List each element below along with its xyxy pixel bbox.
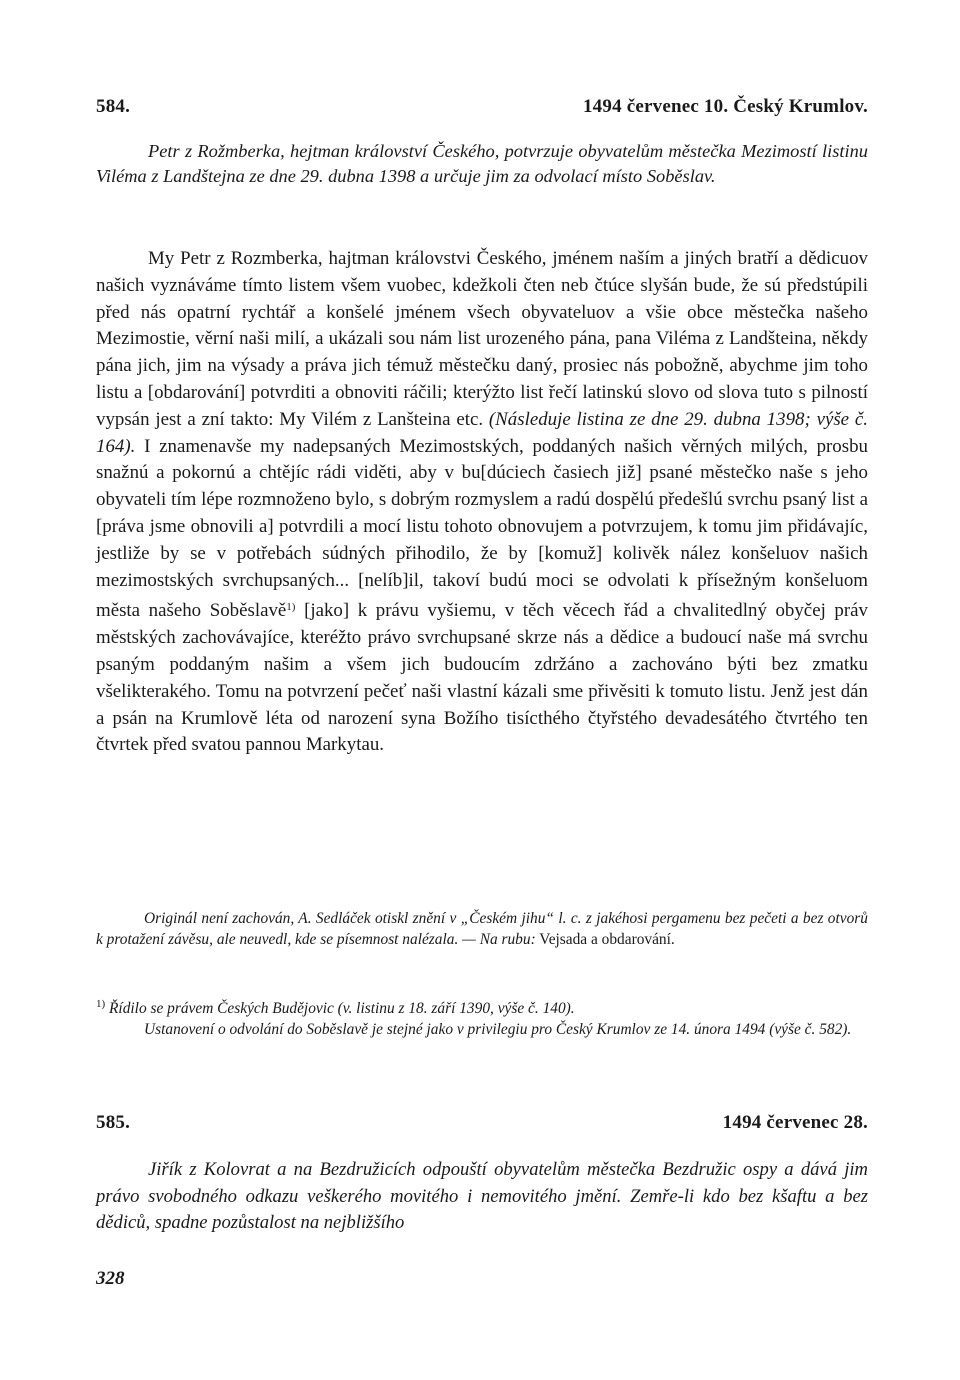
archival-note bbox=[96, 908, 868, 951]
entry-number: 585. bbox=[96, 1112, 131, 1133]
footnote-reference: 1) bbox=[286, 601, 296, 614]
entry-date: 1494 červenec 28. bbox=[722, 1112, 868, 1133]
page-number: 328 bbox=[96, 1268, 125, 1289]
footnote-mark: 1) bbox=[96, 998, 106, 1010]
text-part-2: I znamenavše my nadepsaných Mezimostských, poddaných našich věrných milých, prosbu snažnú a pokornú a chtějíc rádi viděti, aby v bu[dúciech časiech již] psané městečko naše s jeho obyvateli tím lépe rozmnoženo bylo, s dobrým rozmyslem a radú dospělú předešlú svrchu psaný list a [práva jsme obnovili a] potvrdili a mocí listu tohoto obnovujem a potvrzujem, k tomu jim přidávajíc, jestliže by se v potřebách súdných přihodilo, že by [komuž] kolivěk nález konšeluov našich mezimostských svrchupsaných... [nelíb]il, takoví budú moci se odvolati k přísežným konšeluom města našeho Soběslavě bbox=[96, 435, 868, 622]
archival-note-italic: Originál není zachován, A. Sedláček otiskl znění v „Českém jihu“ l. c. z jakéhosi pergamenu bez pečeti a bez otvorů k protažení závěsu, ale neuvedl, kde se písemnost nalézala. — Na rubu: bbox=[96, 910, 868, 949]
entry-584-header bbox=[96, 96, 868, 126]
entry-number: 584. bbox=[96, 96, 131, 117]
footnote-line-2: Ustanovení o odvolání do Soběslavě je stejné jako v privilegiu pro Český Krumlov ze 14. února 1494 (výše č. 582). bbox=[144, 1021, 852, 1039]
entry-584-regest: Petr z Rožmberka, hejtman království Českého, potvrzuje obyvatelům městečka Mezimostí listinu Viléma z Landštejna ze dne 29. dubna 1398 a určuje jim za odvolací místo Soběslav. bbox=[96, 141, 868, 187]
entry-585-header bbox=[96, 1112, 868, 1142]
entry-585-regest: Jiřík z Kolovrat a na Bezdružicích odpouští obyvatelům městečka Bezdružic ospy a dává jim právo svobodného odkazu veškerého movitého i nemovitého jmění. Zemře-li kdo bez kšaftu a bez dědiců, spadne pozůstalost na nejbližšího bbox=[96, 1159, 868, 1233]
text-part-3: [jako] k právu vyšiemu, v těch věcech řád a chvalitedlný obyčej práv městských zachovávajíce, kteréžto právo svrchupsané skrze nás a dědice a budoucí naše má svrchu psaným poddaným našim a všem jich budoucím zdržáno a zachováno býti bez zmatku všelikterakého. Tomu na potvrzení pečeť naši vlastní kázali sme přivěsiti k tomuto listu. Jenž jest dán a psán na Krumlově léta od narození syna Božího tisícthého čtyřstého devadesátého čtvrtého ten čtvrtek před svatou pannou Markytau. bbox=[96, 600, 868, 756]
editorial-note: (Následuje listina ze dne 29. dubna 1398; výše č. 164). bbox=[96, 408, 868, 457]
entry-584-text bbox=[96, 246, 868, 759]
footnote bbox=[96, 994, 868, 1041]
archival-note-roman: Vejsada a obdarování. bbox=[539, 931, 675, 949]
entry-date-place: 1494 červenec 10. Český Krumlov. bbox=[582, 96, 868, 117]
text-part-1: My Petr z Rozmberka, hajtman královstvi Českého, jménem naším a jiných bratří a dědicuov našich vyznáváme tímto listem všem vuobec, kdežkoli čten neb čtúce slyšán bude, že sú předstúpili před nás opatrní rychtář a konšelé jménem všech obyvateluov a všie obce městečka našeho Mezimostie, věrní naši milí, a ukázali sou nám list urozeného pána, pana Viléma z Landšteina, někdy pána jich, jim na výsady a práva jich témuž městečku daný, prosiec nás pobožně, abychme jim toho listu a [obdarování] potvrditi a obnoviti ráčili; kterýžto list řečí latinskú slovo od slova tuto s pilností vypsán jest a zní takto: My Vilém z Lanšteina etc. bbox=[96, 248, 868, 430]
footnote-line-1: Řídilo se právem Českých Budějovic (v. listinu z 18. září 1390, výše č. 140). bbox=[109, 1000, 575, 1017]
